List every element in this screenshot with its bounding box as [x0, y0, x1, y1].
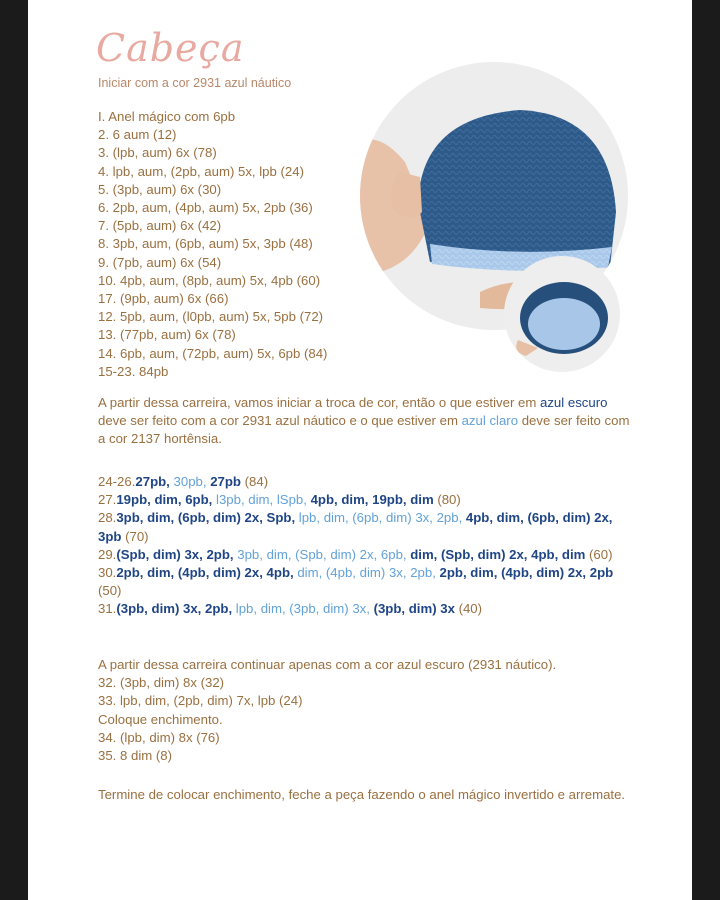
row-item: 6. 2pb, aum, (4pb, aum) 5x, 2pb (36) — [98, 200, 313, 216]
row-number: 31. — [98, 601, 117, 617]
dark-stitches: (Spb, dim) 3x, 2pb, — [116, 546, 234, 562]
dark-stitches: 19pb, dim, 6pb, — [116, 492, 213, 508]
light-stitches: dim, (4pb, dim) 3x, 2pb, — [293, 565, 436, 581]
final-row: 34. (lpb, dim) 8x (76) — [98, 729, 220, 745]
row-item: 14. 6pb, aum, (72pb, aum) 5x, 6pb (84) — [98, 345, 328, 361]
row-number: 24-26. — [98, 474, 136, 489]
dark-stitches: 4pb, dim, 19pb, dim — [306, 492, 434, 508]
closing-instruction: Termine de colocar enchimento, feche a peça fazendo o anel mágico invertido e arremate. — [98, 787, 626, 802]
note-text: deve ser feito com a cor 2931 azul náutico e o que estiver em — [98, 413, 462, 429]
row-item: 7. (5pb, aum) 6x (42) — [98, 218, 222, 234]
rows-list — [98, 108, 327, 381]
dark-stitches: 27pb — [206, 474, 241, 489]
color-row — [98, 564, 638, 600]
row-item: 3. (lpb, aum) 6x (78) — [98, 145, 217, 161]
dark-blue-label: azul escuro — [540, 395, 608, 410]
row-number: 30. — [98, 565, 117, 581]
row-item: 17. (9pb, aum) 6x (66) — [98, 291, 229, 307]
row-item: 5. (3pb, aum) 6x (30) — [98, 181, 222, 197]
final-row: 33. lpb, dim, (2pb, dim) 7x, lpb (24) — [98, 693, 303, 709]
stitch-count: (50) — [98, 583, 122, 599]
note-text: deve ser feito com a cor 2137 hortênsia. — [98, 413, 630, 447]
row-item: 4. lpb, aum, (2pb, aum) 5x, lpb (24) — [98, 163, 304, 179]
row-number: 27. — [98, 492, 117, 508]
pattern-page — [28, 0, 692, 900]
row-number: 29. — [98, 546, 117, 562]
stitch-count: (40) — [454, 601, 483, 617]
row-item: 13. (77pb, aum) 6x (78) — [98, 327, 236, 343]
dark-stitches: 4pb, dim, (6pb, dim) 2x, 3pb — [98, 510, 613, 544]
color-rows — [98, 473, 638, 619]
light-blue-label: azul claro — [461, 413, 519, 429]
crochet-bottom-illustration — [504, 256, 620, 372]
stitch-count: (60) — [585, 546, 613, 562]
light-stitches: lpb, dim, (3pb, dim) 3x, — [232, 601, 370, 617]
stitch-count: (70) — [121, 528, 149, 544]
final-row: A partir dessa carreira continuar apenas com a cor azul escuro (2931 náutico). — [98, 657, 557, 672]
dark-stitches: 3pb, dim, (6pb, dim) 2x, Spb, — [116, 510, 296, 526]
color-row — [98, 600, 638, 618]
start-color-note: Iniciar com a cor 2931 azul náutico — [98, 76, 292, 90]
row-item: 12. 5pb, aum, (l0pb, aum) 5x, 5pb (72) — [98, 309, 324, 325]
stitch-count: (80) — [433, 492, 461, 508]
note-text: A partir dessa carreira, vamos iniciar a troca de cor, então o que estiver em — [98, 395, 540, 410]
color-row — [98, 509, 638, 545]
row-number: 28. — [98, 510, 117, 526]
color-row — [98, 546, 638, 564]
light-stitches: 3pb, dim, (Spb, dim) 2x, 6pb, — [233, 546, 407, 562]
dark-stitches: 2pb, dim, (4pb, dim) 2x, 2pb — [435, 565, 614, 581]
color-change-note — [98, 394, 638, 449]
row-item: 15-23. 84pb — [98, 363, 169, 379]
row-item: 9. (7pb, aum) 6x (54) — [98, 254, 222, 270]
crochet-bottom-photo — [504, 256, 620, 372]
row-item: 8. 3pb, aum, (6pb, aum) 5x, 3pb (48) — [98, 236, 313, 252]
dark-stitches: 27pb, — [135, 474, 170, 489]
light-stitches: 30pb, — [169, 474, 207, 489]
section-title: Cabeça — [96, 26, 245, 70]
row-item: 10. 4pb, aum, (8pb, aum) 5x, 4pb (60) — [98, 272, 321, 288]
final-row: Coloque enchimento. — [98, 711, 223, 727]
row-item: 2. 6 aum (12) — [98, 127, 177, 143]
final-row: 32. (3pb, dim) 8x (32) — [98, 675, 225, 691]
light-stitches: lpb, dim, (6pb, dim) 3x, 2pb, — [295, 510, 463, 526]
final-row: 35. 8 dim (8) — [98, 748, 173, 764]
dark-stitches: dim, (Spb, dim) 2x, 4pb, dim — [406, 546, 586, 562]
stitch-count: (84) — [240, 474, 269, 489]
dark-stitches: 2pb, dim, (4pb, dim) 2x, 4pb, — [116, 565, 294, 581]
final-rows — [98, 656, 638, 765]
dark-stitches: (3pb, dim) 3x — [369, 601, 455, 617]
dark-stitches: (3pb, dim) 3x, 2pb, — [116, 601, 233, 617]
row-item: I. Anel mágico com 6pb — [98, 109, 236, 124]
color-row — [98, 491, 638, 509]
light-stitches: l3pb, dim, lSpb, — [212, 492, 307, 508]
color-row — [98, 473, 638, 491]
